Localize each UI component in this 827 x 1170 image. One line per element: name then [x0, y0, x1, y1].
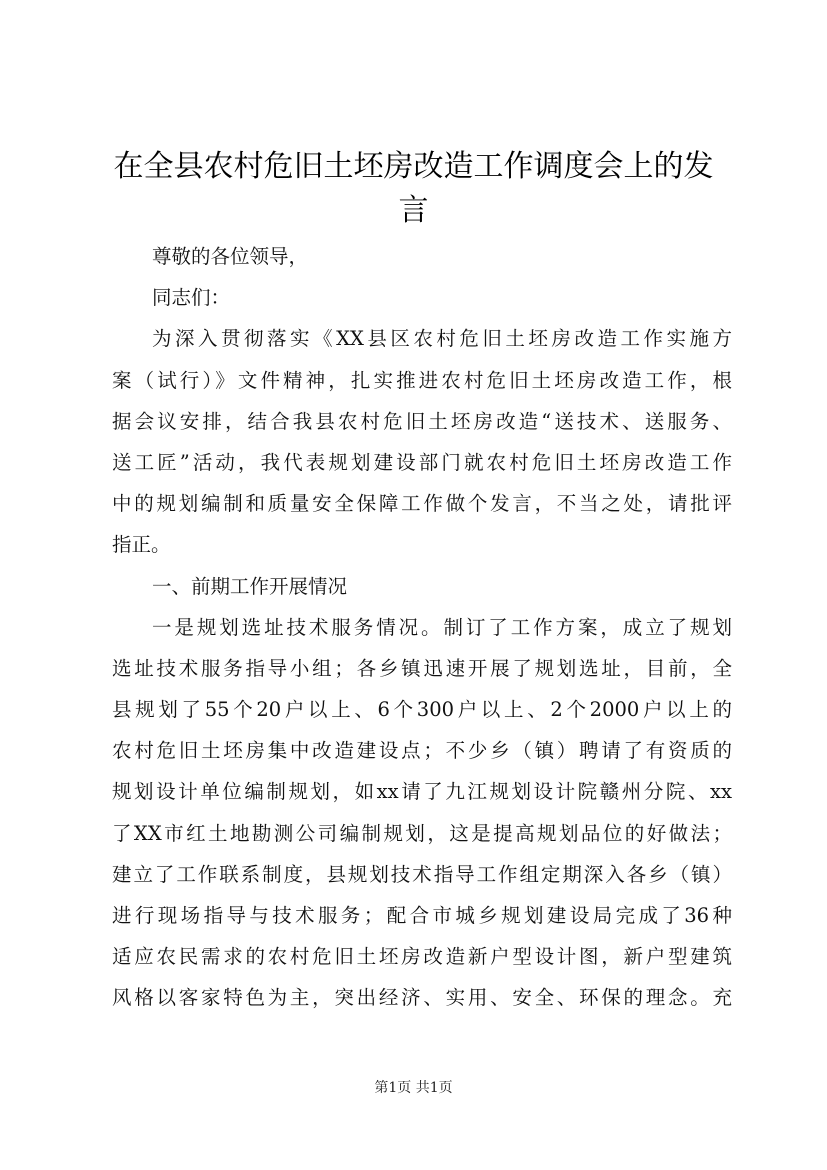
paragraph-line: 尊敬的各位领导，: [152, 245, 309, 268]
paragraph-line: 指正。: [112, 533, 171, 557]
paragraph-line: 规划设计单位编制规划，如xx请了九江规划设计院赣州分院、xx: [112, 780, 732, 804]
paragraph-line: 中的规划编制和质量安全保障工作做个发言，不当之处，请批评: [112, 492, 732, 516]
paragraph-line: 送工匠”活动，我代表规划建设部门就农村危旧土坯房改造工作: [112, 450, 732, 474]
paragraph-line: 同志们：: [152, 286, 231, 310]
title-line-2: 言: [398, 193, 429, 228]
paragraph-line: 据会议安排，结合我县农村危旧土坯房改造“送技术、送服务、: [112, 409, 732, 433]
document-body: [112, 236, 732, 1019]
paragraph-line: 一是规划选址技术服务情况。制订了工作方案，成立了规划: [152, 615, 732, 639]
paragraph-line: 县规划了55个20户以上、6个300户以上、2个2000户以上的: [112, 698, 732, 722]
paragraph-line: 建立了工作联系制度，县规划技术指导工作组定期深入各乡（镇）: [112, 862, 732, 886]
paragraph-line: 了XX市红土地勘测公司编制规划，这是提高规划品位的好做法；: [112, 821, 732, 845]
paragraph-line: 选址技术服务指导小组；各乡镇迅速开展了规划选址，目前，全: [112, 656, 732, 680]
paragraph-line: 适应农民需求的农村危旧土坯房改造新户型设计图，新户型建筑: [112, 945, 732, 969]
paragraph-line: 风格以客家特色为主，突出经济、实用、安全、环保的理念。充: [112, 986, 732, 1010]
paragraph-line: 案（试行）》文件精神，扎实推进农村危旧土坯房改造工作，根: [112, 368, 732, 392]
paragraph-line: 为深入贯彻落实《XX县区农村危旧土坯房改造工作实施方: [152, 327, 732, 351]
paragraph-line: 进行现场指导与技术服务；配合市城乡规划建设局完成了36种: [112, 904, 732, 927]
title-line-1: 在全县农村危旧土坯房改造工作调度会上的发: [113, 149, 714, 184]
paragraph-line: 农村危旧土坯房集中改造建设点；不少乡（镇）聘请了有资质的: [112, 739, 732, 763]
document-title: [100, 145, 727, 233]
paragraph-line: 一、前期工作开展情况: [152, 574, 348, 598]
page-footer: 第1页 共1页: [374, 1080, 453, 1096]
